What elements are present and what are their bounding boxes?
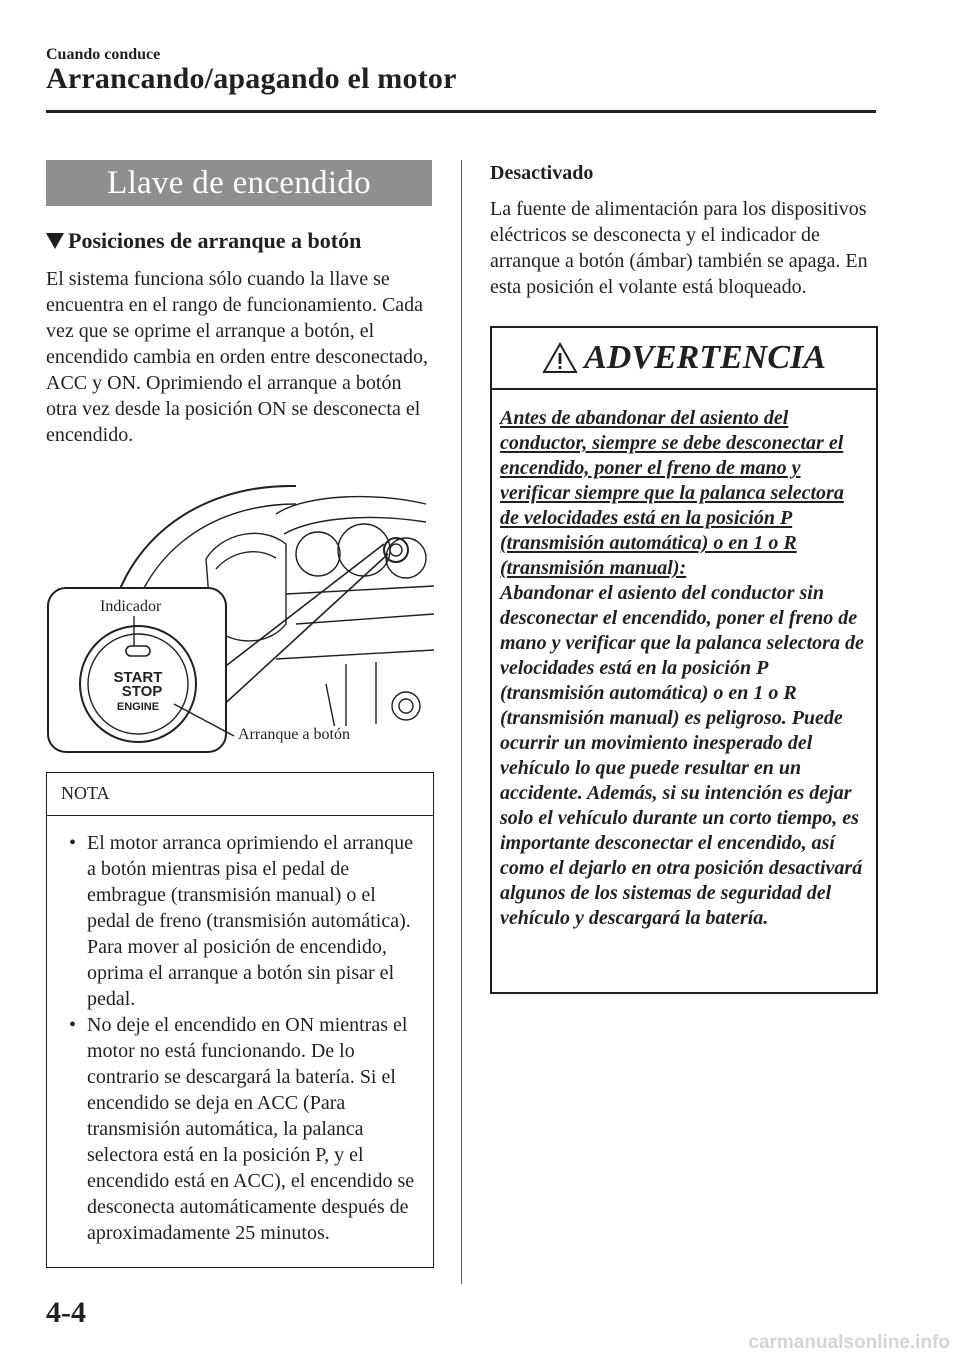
warning-text: Abandonar el asiento del conductor sin desconectar el encendido, poner el freno de mano y verificar que la palanca selectora de velocidades está en la posición P (transmisión automática) o en 1 o R (transmisión manual) es peligroso. Puede ocurrir un movimiento inesperado del vehículo lo que puede resultar en un accidente. Además, si su intención es dejar solo el vehículo durante un corto tiempo, es importante desconectar el encendido, así como el dejarlo en otra posición desactivará algunos de los sistemas de seguridad del vehículo y descargará la batería. <box>500 582 864 929</box>
page-number: 4-4 <box>46 1296 86 1329</box>
header-rule <box>46 110 876 113</box>
subhead-text: Posiciones de arranque a botón <box>68 228 362 253</box>
warning-box <box>490 326 878 994</box>
note-item <box>65 1012 423 1246</box>
bullet-icon: • <box>69 832 77 854</box>
dashboard-drawing <box>46 474 434 758</box>
left-column <box>46 160 434 1268</box>
note-title: NOTA <box>61 783 110 803</box>
intro-paragraph: El sistema funciona sólo cuando la llave se encuentra en el rango de funcionamiento. Cada vez que se oprime el arranque a botón, el encendido cambia en orden entre desconectado, ACC y ON. Oprimiendo el arranque a botón otra vez desde la posición ON se desconecta el encendido. <box>46 268 429 446</box>
note-item <box>65 830 423 1012</box>
warning-body <box>492 390 876 931</box>
warning-triangle-icon <box>542 342 578 374</box>
button-text-start: START <box>113 669 163 686</box>
section-label: Cuando conduce <box>46 46 161 63</box>
button-text-engine: ENGINE <box>116 701 160 713</box>
note-item-text: No deje el encendido en ON mientras el motor no está funcionando. De lo contrario se descargará la batería. Si el encendido se deja en ACC (Para transmisión automática, la palanca selectora está en la posición P, y el encendido está en ACC), el encendido se desconecta automáticamente después de aproximadamente 25 minutos. <box>87 1014 415 1244</box>
triangle-down-icon <box>46 233 64 249</box>
bullet-icon: • <box>69 1014 77 1036</box>
note-item-text: El motor arranca oprimiendo el arranque a botón mientras pisa el pedal de embrague (transmisión manual) o el pedal de freno (transmisión automática). Para mover al posición de encendido, oprima el arranque a botón sin pisar el pedal. <box>87 832 413 1010</box>
watermark: carmanualsonline.info <box>748 1332 950 1353</box>
dashboard-illustration <box>46 474 434 758</box>
desactivado-paragraph: La fuente de alimentación para los dispositivos eléctricos se desconecta y el indicador de arranque a botón (ámbar) también se apaga. En esta posición el volante está bloqueado. <box>490 198 868 298</box>
right-column <box>490 160 878 994</box>
chapter-title: Arrancando/apagando el motor <box>46 62 457 95</box>
column-divider <box>461 160 462 1284</box>
note-list <box>47 816 433 1246</box>
section-banner: Llave de encendido <box>46 160 432 206</box>
warning-title: ADVERTENCIA <box>584 339 826 376</box>
warning-underlined-text: Antes de abandonar del asiento del conductor, siempre se debe desconectar el encendido, poner el freno de mano y verificar siempre que la palanca selectora de velocidades está en la posición P (transmisión automática) o en 1 o R (transmisión manual): <box>500 407 844 579</box>
warning-header <box>492 328 876 388</box>
subhead <box>46 228 434 254</box>
indicator-label: Indicador <box>100 598 162 615</box>
note-box <box>46 772 434 1268</box>
push-button-label: Arranque a botón <box>238 726 350 743</box>
button-text-stop: STOP <box>121 683 163 700</box>
desactivado-heading: Desactivado <box>490 162 594 184</box>
